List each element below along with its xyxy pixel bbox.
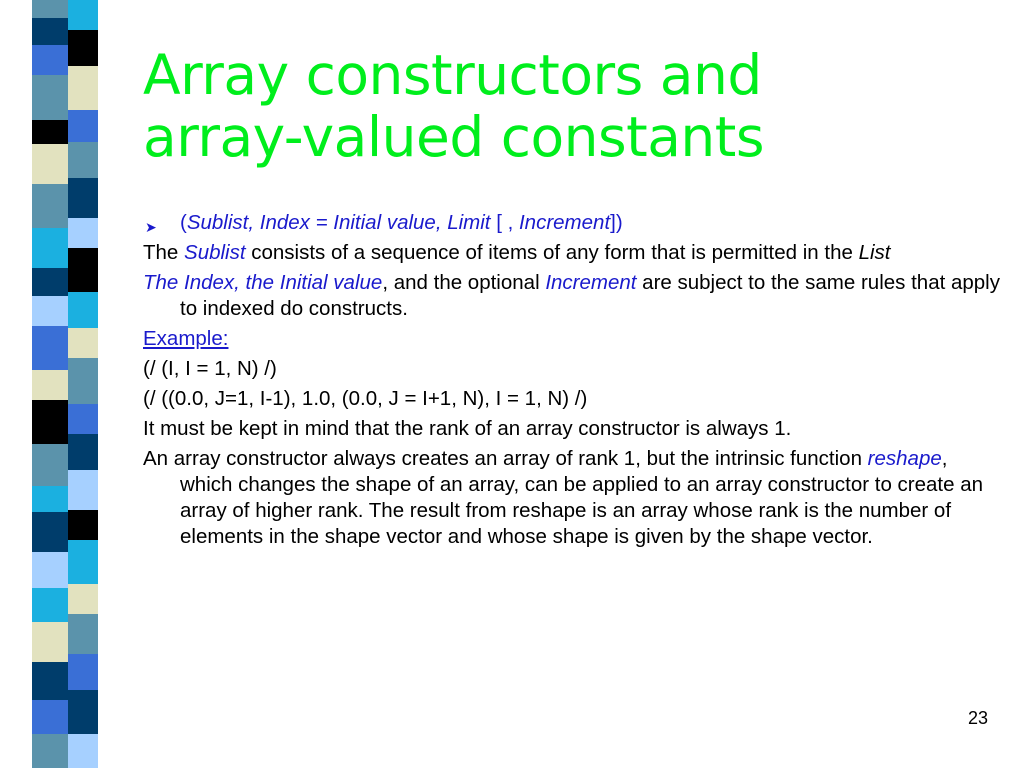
stripe-left-block xyxy=(32,326,72,370)
stripe-left-block xyxy=(32,512,72,552)
stripe-left-block xyxy=(32,486,72,512)
stripe-right-block xyxy=(68,292,98,328)
syntax-bracket: [ , xyxy=(490,211,519,234)
index-term: The Index, the Initial value xyxy=(143,271,383,294)
syntax-close: ]) xyxy=(610,211,623,234)
stripe-left-block xyxy=(32,370,72,400)
stripe-right-block xyxy=(68,178,98,218)
stripe-right-block xyxy=(68,614,98,654)
slide-title xyxy=(143,44,1003,168)
stripe-right-block xyxy=(68,654,98,690)
arrow-bullet-icon: ➤ xyxy=(145,219,157,235)
stripe-left-block xyxy=(32,588,72,622)
example-heading xyxy=(143,326,1003,352)
stripe-right-block xyxy=(68,470,98,510)
sublist-paragraph: The Sublist consists of a sequence of items of any form that is permitted in the List xyxy=(143,241,891,264)
stripe-left-block xyxy=(32,734,72,768)
stripe-left-block xyxy=(32,700,72,734)
stripe-right-block xyxy=(68,734,98,768)
stripe-right-block xyxy=(68,584,98,614)
title-line-1: Array constructors and xyxy=(143,43,762,107)
stripe-right-block xyxy=(68,66,98,110)
stripe-left-block xyxy=(32,184,72,228)
stripe-left-block xyxy=(32,662,72,700)
list-term: List xyxy=(858,241,891,264)
stripe-right-block xyxy=(68,0,98,30)
stripe-left-block xyxy=(32,296,72,326)
decorative-stripe xyxy=(0,0,120,768)
stripe-right-block xyxy=(68,30,98,66)
syntax-bullet xyxy=(143,210,1003,236)
stripe-right-block xyxy=(68,110,98,142)
stripe-right-block xyxy=(68,248,98,292)
stripe-left-block xyxy=(32,552,72,588)
stripe-right-block xyxy=(68,434,98,470)
stripe-left-block xyxy=(32,400,72,444)
syntax-terms: Sublist, Index = Initial value, Limit xyxy=(186,211,491,234)
stripe-left-block xyxy=(32,268,72,296)
increment-term: Increment xyxy=(545,271,637,294)
stripe-right-block xyxy=(68,510,98,540)
stripe-left-block xyxy=(32,120,72,144)
stripe-right-block xyxy=(68,540,98,584)
stripe-left-block xyxy=(32,228,72,268)
paren-open: ( xyxy=(180,211,187,234)
stripe-right-block xyxy=(68,328,98,358)
stripe-right-block xyxy=(68,404,98,434)
title-line-2: array-valued constants xyxy=(143,105,764,169)
stripe-left-block xyxy=(32,75,72,120)
stripe-right-block xyxy=(68,142,98,178)
stripe-left-block xyxy=(32,0,72,18)
index-paragraph: The Index, the Initial value, and the optional Increment are subject to the same rules that apply to indexed do constructs. xyxy=(143,271,1000,320)
code-example-2: (/ ((0.0, J=1, I-1), 1.0, (0.0, J = I+1, N), I = 1, N) /) xyxy=(143,387,588,410)
stripe-left-block xyxy=(32,622,72,662)
stripe-left-block xyxy=(32,144,72,184)
stripe-left-block xyxy=(32,45,72,75)
stripe-right-block xyxy=(68,218,98,248)
stripe-left-block xyxy=(32,18,72,45)
reshape-paragraph: An array constructor always creates an array of rank 1, but the intrinsic function reshape, which changes the shape of an array, can be applied to an array constructor to create an array of higher rank. The result from reshape is an array whose rank is the number of elements in the shape vector and whose shape is given by the shape vector. xyxy=(143,447,984,548)
stripe-right-block xyxy=(68,690,98,734)
example-link[interactable]: Example: xyxy=(143,327,229,350)
stripe-right-block xyxy=(68,358,98,404)
stripe-left-block xyxy=(32,444,72,486)
code-example-1: (/ (I, I = 1, N) /) xyxy=(143,357,277,380)
sublist-term: Sublist xyxy=(184,241,246,264)
reshape-term: reshape xyxy=(867,447,942,470)
rank-note: It must be kept in mind that the rank of an array constructor is always 1. xyxy=(143,417,792,440)
page-number: 23 xyxy=(967,708,988,728)
syntax-increment: Increment xyxy=(518,211,611,234)
slide-body xyxy=(143,210,1003,554)
